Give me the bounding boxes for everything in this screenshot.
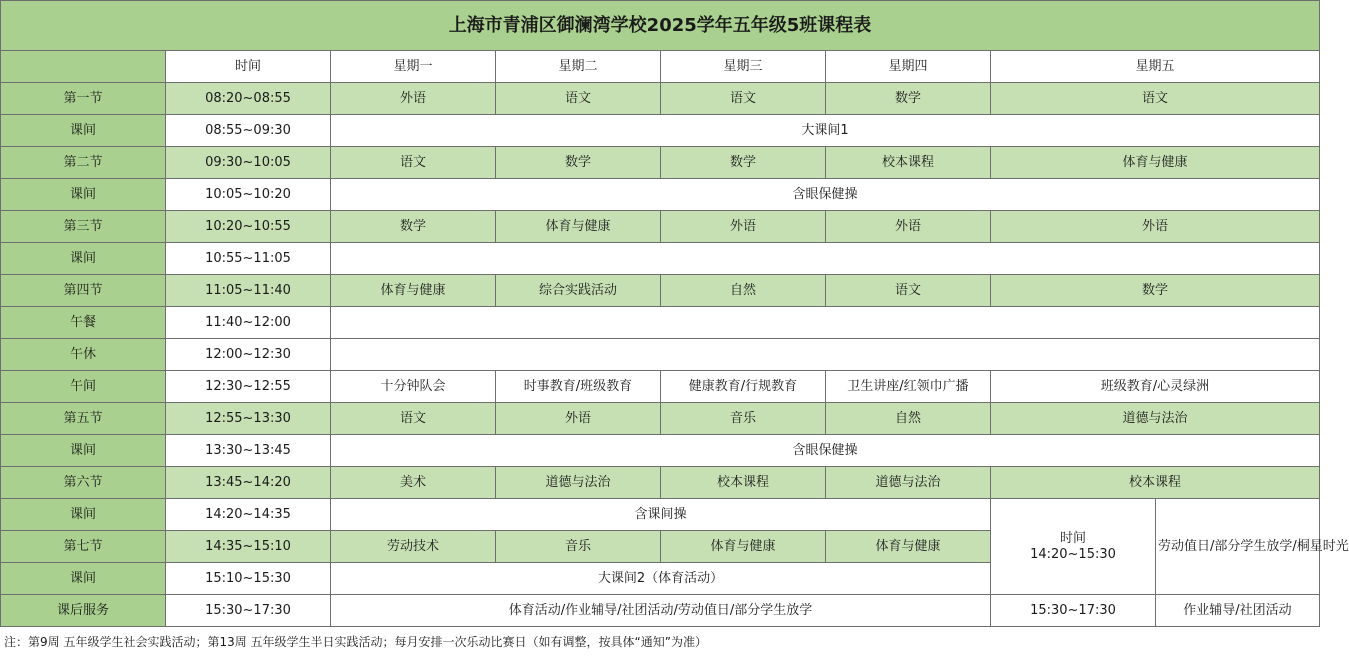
period-time: 14:20~14:35: [166, 499, 331, 531]
class-cell: 体育与健康: [331, 275, 496, 307]
class-cell: 卫生讲座/红领巾广播: [826, 371, 991, 403]
period-label: 课后服务: [1, 595, 166, 627]
period-time: 14:35~15:10: [166, 531, 331, 563]
class-cell: 体育与健康: [826, 531, 991, 563]
table-row: [1, 307, 1320, 339]
table-row: [1, 275, 1320, 307]
break-span-cell: 含眼保健操: [331, 435, 1320, 467]
class-cell: 班级教育/心灵绿洲: [991, 371, 1320, 403]
period-label: 午餐: [1, 307, 166, 339]
break-span-cell: 大课间1: [331, 115, 1320, 147]
period-label: 课间: [1, 115, 166, 147]
header-thursday: 星期四: [826, 51, 991, 83]
period-label: 午休: [1, 339, 166, 371]
class-cell: 道德与法治: [991, 403, 1320, 435]
period-label: 第二节: [1, 147, 166, 179]
table-row: [1, 179, 1320, 211]
period-time: 12:00~12:30: [166, 339, 331, 371]
class-cell: 健康教育/行规教育: [661, 371, 826, 403]
class-cell: 校本课程: [826, 147, 991, 179]
class-cell: 语文: [991, 83, 1320, 115]
table-row: [1, 595, 1320, 627]
after-school-cell: 体育活动/作业辅导/社团活动/劳动值日/部分学生放学: [331, 595, 991, 627]
class-cell: 音乐: [661, 403, 826, 435]
period-label: 第七节: [1, 531, 166, 563]
class-cell: 语文: [661, 83, 826, 115]
class-cell: 校本课程: [991, 467, 1320, 499]
table-row: [1, 243, 1320, 275]
class-cell: 综合实践活动: [496, 275, 661, 307]
class-cell: 外语: [496, 403, 661, 435]
table-row: [1, 147, 1320, 179]
class-cell: 数学: [331, 211, 496, 243]
corner-cell: [1, 51, 166, 83]
period-time: 13:30~13:45: [166, 435, 331, 467]
break-span-cell: 大课间2（体育活动）: [331, 563, 991, 595]
class-cell: 十分钟队会: [331, 371, 496, 403]
class-cell: 体育与健康: [496, 211, 661, 243]
period-time: 10:55~11:05: [166, 243, 331, 275]
class-cell: 语文: [331, 403, 496, 435]
class-cell: 劳动技术: [331, 531, 496, 563]
header-tuesday: 星期二: [496, 51, 661, 83]
class-cell: 校本课程: [661, 467, 826, 499]
class-cell: 语文: [496, 83, 661, 115]
period-time: 15:10~15:30: [166, 563, 331, 595]
break-span-cell: 含眼保健操: [331, 179, 1320, 211]
class-cell: 体育与健康: [661, 531, 826, 563]
header-wednesday: 星期三: [661, 51, 826, 83]
friday-time-label: 时间: [1059, 530, 1086, 546]
period-label: 第一节: [1, 83, 166, 115]
table-row: [1, 339, 1320, 371]
class-cell: 数学: [661, 147, 826, 179]
class-cell: 数学: [826, 83, 991, 115]
period-label: 第三节: [1, 211, 166, 243]
class-cell: 道德与法治: [826, 467, 991, 499]
period-label: 课间: [1, 499, 166, 531]
break-span-cell: [331, 339, 1320, 371]
period-time: 12:55~13:30: [166, 403, 331, 435]
friday-after-time: 15:30~17:30: [991, 595, 1156, 627]
break-span-cell: [331, 243, 1320, 275]
header-time: 时间: [166, 51, 331, 83]
friday-afternoon-time: [991, 499, 1156, 595]
table-row: [1, 499, 1320, 531]
table-row: [1, 435, 1320, 467]
table-row: [1, 115, 1320, 147]
period-label: 第六节: [1, 467, 166, 499]
header-friday: 星期五: [991, 51, 1320, 83]
footnote: 注：第9周 五年级学生社会实践活动；第13周 五年级学生半日实践活动；每月安排一次乐动比赛日（如有调整，按具体“通知”为准）: [4, 635, 707, 649]
period-label: 课间: [1, 243, 166, 275]
period-label: 午间: [1, 371, 166, 403]
period-time: 11:40~12:00: [166, 307, 331, 339]
period-label: 第五节: [1, 403, 166, 435]
period-time: 11:05~11:40: [166, 275, 331, 307]
header-monday: 星期一: [331, 51, 496, 83]
class-cell: 美术: [331, 467, 496, 499]
period-time: 15:30~17:30: [166, 595, 331, 627]
period-time: 10:05~10:20: [166, 179, 331, 211]
class-cell: 数学: [496, 147, 661, 179]
period-time: 13:45~14:20: [166, 467, 331, 499]
class-cell: 外语: [661, 211, 826, 243]
class-cell: 自然: [661, 275, 826, 307]
friday-afternoon-activity: 劳动值日/部分学生放学/桐星时光: [1156, 499, 1320, 595]
break-span-cell: [331, 307, 1320, 339]
class-cell: 语文: [331, 147, 496, 179]
class-cell: 音乐: [496, 531, 661, 563]
class-cell: 体育与健康: [991, 147, 1320, 179]
page-title: 上海市青浦区御澜湾学校2025学年五年级5班课程表: [1, 1, 1320, 51]
class-cell: 自然: [826, 403, 991, 435]
class-cell: 外语: [826, 211, 991, 243]
period-time: 12:30~12:55: [166, 371, 331, 403]
period-label: 课间: [1, 435, 166, 467]
class-cell: 外语: [991, 211, 1320, 243]
period-time: 09:30~10:05: [166, 147, 331, 179]
class-cell: 数学: [991, 275, 1320, 307]
period-time: 08:55~09:30: [166, 115, 331, 147]
class-cell: 时事教育/班级教育: [496, 371, 661, 403]
friday-after-activity: 作业辅导/社团活动: [1156, 595, 1320, 627]
class-cell: 语文: [826, 275, 991, 307]
period-time: 10:20~10:55: [166, 211, 331, 243]
table-row: [1, 83, 1320, 115]
table-row: [1, 403, 1320, 435]
period-time: 08:20~08:55: [166, 83, 331, 115]
period-label: 第四节: [1, 275, 166, 307]
table-row: [1, 371, 1320, 403]
class-cell: 外语: [331, 83, 496, 115]
period-label: 课间: [1, 179, 166, 211]
table-row: [1, 467, 1320, 499]
class-cell: 道德与法治: [496, 467, 661, 499]
table-row: [1, 211, 1320, 243]
period-label: 课间: [1, 563, 166, 595]
break-span-cell: 含课间操: [331, 499, 991, 531]
friday-time-range: 14:20~15:30: [1030, 546, 1116, 562]
